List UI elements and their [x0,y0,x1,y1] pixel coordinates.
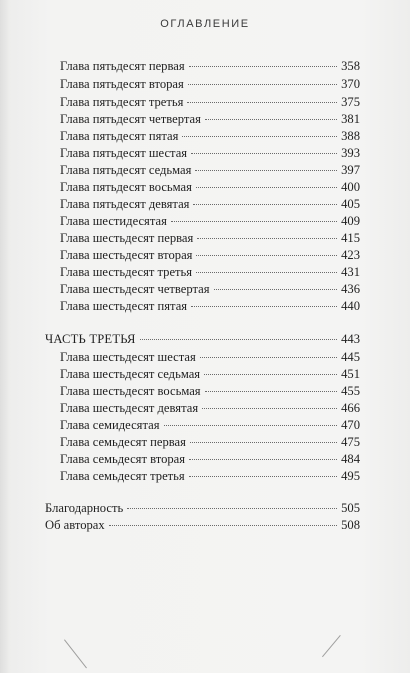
toc-entry-page: 451 [341,367,360,381]
toc-entry-label: Глава пятьдесят девятая [60,197,190,211]
dot-leader [196,272,337,273]
toc-entry[interactable] [60,468,360,484]
toc-entry-label: Благодарность [45,501,124,515]
toc-entry-label: Глава шестьдесят четвертая [60,282,210,296]
toc-entry-page: 445 [341,350,360,364]
dot-leader [205,391,338,392]
toc-entry-page: 375 [341,95,360,109]
toc-entry-page: 431 [341,265,360,279]
toc-entry[interactable] [60,366,360,382]
toc-entry-page: 388 [341,129,360,143]
toc-entry-page: 405 [341,197,360,211]
dot-leader [202,408,337,409]
toc-entry-page: 409 [341,214,360,228]
toc-entry[interactable] [60,298,360,314]
toc-entry-label: Об авторах [45,518,105,532]
toc-entry-about-authors[interactable] [45,517,360,533]
toc-entry[interactable] [60,111,360,127]
toc-entry-label: Глава пятьдесят восьмая [60,180,192,194]
dot-leader [191,306,337,307]
toc-entry[interactable] [60,434,360,450]
toc-entry-page: 397 [341,163,360,177]
toc-entry-page: 358 [341,59,360,73]
toc-entry[interactable] [60,76,360,92]
dot-leader [188,84,337,85]
dot-leader [164,425,338,426]
toc-entry[interactable] [60,400,360,416]
toc-entry-page: 370 [341,77,360,91]
page-edge-shadow [0,0,10,673]
dot-leader [187,102,337,103]
toc-entry-page: 400 [341,180,360,194]
toc-entry-page: 381 [341,112,360,126]
dot-leader [200,357,337,358]
toc-entry-page: 466 [341,401,360,415]
toc-entry[interactable] [60,230,360,246]
toc-entry-page: 443 [341,332,360,346]
toc-entry[interactable] [60,145,360,161]
toc-entry[interactable] [60,264,360,280]
toc-entry-label: Глава семьдесят вторая [60,452,186,466]
toc-entry-label: Глава шестьдесят шестая [60,350,196,364]
dot-leader [190,442,337,443]
dot-leader [191,153,337,154]
toc-entry-page: 495 [341,469,360,483]
paper-scuff [322,635,341,657]
toc-part-label: ЧАСТЬ ТРЕТЬЯ [45,332,136,346]
page-title: ОГЛАВЛЕНИЕ [160,18,250,30]
toc-entry[interactable] [60,94,360,110]
toc-entry-label: Глава шестьдесят третья [60,265,193,279]
toc-entry-label: Глава семьдесят третья [60,469,185,483]
dot-leader [214,289,338,290]
toc-entry-label: Глава семидесятая [60,418,160,432]
toc-entry-label: Глава шестьдесят вторая [60,248,193,262]
dot-leader [193,204,337,205]
toc-entry-label: Глава шестьдесят пятая [60,299,188,313]
toc-entry[interactable] [60,196,360,212]
toc-entry[interactable] [60,451,360,467]
toc-entry-page: 440 [341,299,360,313]
toc-entry-label: Глава шестьдесят первая [60,231,194,245]
toc-entry-label: Глава пятьдесят седьмая [60,163,192,177]
toc-entry[interactable] [60,281,360,297]
toc-entry-page: 508 [341,518,360,532]
toc-entry[interactable] [60,213,360,229]
toc-entry-label: Глава пятьдесят первая [60,59,185,73]
toc-entry[interactable] [60,349,360,365]
toc-entry-label: Глава пятьдесят шестая [60,146,188,160]
toc-entry-acknowledgments[interactable] [45,500,360,516]
toc-entry-label: Глава пятьдесят вторая [60,77,184,91]
dot-leader [171,221,337,222]
dot-leader [196,187,337,188]
dot-leader [140,339,338,340]
toc-entry-page: 505 [341,501,360,515]
toc-entry-label: Глава семьдесят первая [60,435,186,449]
toc-entry-page: 470 [341,418,360,432]
dot-leader [197,238,337,239]
toc-entry-label: Глава пятьдесят пятая [60,129,179,143]
dot-leader [109,525,337,526]
dot-leader [189,459,337,460]
paper-scuff [64,639,87,668]
toc-entry-page: 484 [341,452,360,466]
toc-entry-label: Глава пятьдесят третья [60,95,184,109]
toc-part-heading[interactable] [45,331,360,347]
toc-entry-label: Глава шестьдесят восьмая [60,384,201,398]
toc-entry-page: 415 [341,231,360,245]
toc-entry-label: Глава шестьдесят седьмая [60,367,201,381]
dot-leader [189,66,337,67]
dot-leader [205,119,337,120]
dot-leader [204,374,337,375]
toc-entry[interactable] [60,162,360,178]
toc-entry-page: 475 [341,435,360,449]
toc-entry-page: 436 [341,282,360,296]
toc-entry-page: 393 [341,146,360,160]
dot-leader [127,508,337,509]
toc-entry-page: 455 [341,384,360,398]
dot-leader [195,170,337,171]
toc-entry[interactable] [60,128,360,144]
toc-entry[interactable] [60,383,360,399]
dot-leader [189,476,337,477]
toc-entry[interactable] [60,247,360,263]
dot-leader [182,136,337,137]
toc-entry-page: 423 [341,248,360,262]
toc-entry-label: Глава шестьдесят девятая [60,401,199,415]
toc-entry[interactable] [60,179,360,195]
toc-entry-label: Глава шестидесятая [60,214,167,228]
toc-entry-label: Глава пятьдесят четвертая [60,112,201,126]
dot-leader [196,255,337,256]
toc-entry[interactable] [60,58,360,74]
toc-entry[interactable] [60,417,360,433]
